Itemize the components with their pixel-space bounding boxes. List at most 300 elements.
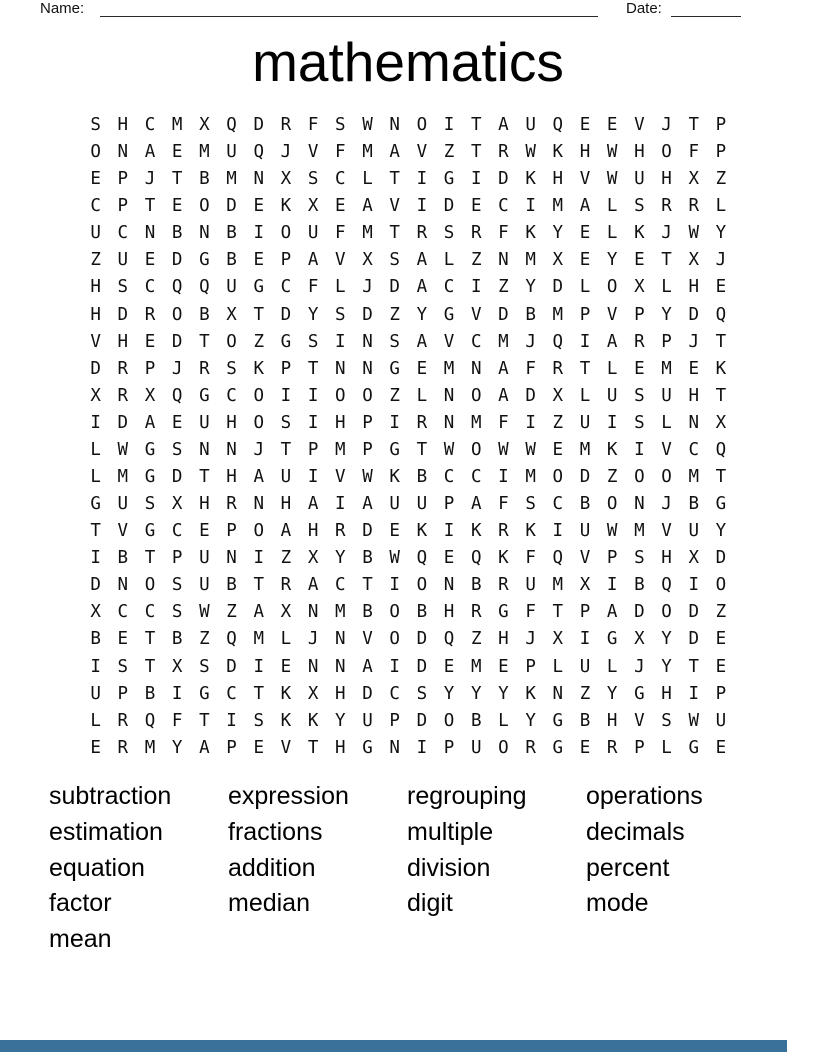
grid-letter: D (90, 575, 101, 596)
grid-letter: V (280, 737, 292, 758)
grid-letter: O (199, 196, 210, 217)
grid-letter: K (416, 521, 428, 542)
word-bank-item: factor (49, 889, 112, 918)
name-blank-line (100, 0, 598, 17)
grid-letter: S (90, 115, 101, 135)
grid-letter: B (199, 169, 210, 190)
grid-letter: T (144, 656, 156, 677)
grid-row (82, 437, 735, 464)
grid-letter: L (498, 710, 509, 731)
grid-letter: A (606, 602, 618, 623)
grid-letter: J (144, 169, 156, 190)
grid-letter: D (416, 656, 428, 677)
grid-letter: U (90, 683, 101, 704)
word-bank-item: mean (49, 925, 112, 954)
grid-letter: R (117, 737, 129, 758)
grid-letter: U (226, 277, 237, 298)
grid-letter: H (335, 683, 346, 704)
grid-row (82, 220, 735, 247)
grid-letter: S (253, 710, 264, 731)
grid-letter: Y (525, 277, 536, 298)
grid-letter: L (280, 629, 292, 650)
grid-letter: Y (498, 683, 509, 704)
grid-letter: T (253, 304, 264, 325)
grid-letter: O (253, 385, 264, 406)
grid-letter: T (199, 467, 210, 488)
grid-row (82, 464, 735, 491)
grid-letter: C (335, 575, 346, 596)
grid-letter: C (117, 223, 129, 244)
grid-letter: Z (280, 548, 292, 569)
grid-letter: M (552, 196, 564, 217)
grid-letter: E (171, 142, 183, 163)
grid-letter: S (171, 602, 183, 623)
grid-letter: O (90, 142, 101, 163)
grid-letter: L (661, 737, 672, 758)
grid-letter: J (171, 358, 183, 379)
grid-letter: R (144, 304, 156, 325)
grid-letter: Y (443, 683, 455, 704)
grid-letter: L (416, 385, 428, 406)
grid-letter: I (443, 115, 455, 135)
grid-letter: L (715, 196, 727, 217)
grid-letter: P (226, 521, 237, 542)
grid-letter: M (688, 467, 699, 488)
grid-letter: I (389, 412, 400, 433)
grid-letter: I (688, 575, 699, 596)
grid-letter: S (171, 439, 183, 460)
grid-letter: P (280, 358, 292, 379)
grid-letter: P (715, 683, 727, 704)
grid-letter: I (171, 683, 183, 704)
grid-letter: G (280, 331, 292, 352)
grid-letter: U (416, 494, 428, 515)
grid-letter: V (606, 304, 618, 325)
grid-letter: X (90, 385, 101, 406)
grid-letter: L (606, 656, 618, 677)
grid-letter: I (90, 548, 101, 569)
grid-letter: Q (171, 277, 183, 298)
grid-letter: P (579, 602, 591, 623)
grid-letter: P (634, 304, 645, 325)
grid-letter: A (416, 250, 428, 271)
grid-letter: P (579, 304, 591, 325)
grid-letter: W (688, 223, 699, 244)
grid-letter: X (307, 683, 319, 704)
grid-letter: E (498, 656, 509, 677)
grid-letter: A (144, 412, 156, 433)
grid-letter: U (199, 575, 210, 596)
grid-letter: C (226, 385, 237, 406)
grid-letter: K (280, 196, 292, 217)
grid-letter: P (280, 250, 292, 271)
grid-letter: U (715, 710, 727, 731)
grid-letter: X (362, 250, 373, 271)
grid-letter: H (579, 142, 591, 163)
grid-letter: I (606, 575, 618, 596)
grid-letter: L (443, 250, 455, 271)
grid-letter: N (362, 331, 373, 352)
grid-letter: Z (715, 602, 727, 623)
grid-letter: P (362, 439, 373, 460)
grid-letter: S (634, 548, 645, 569)
grid-letter: C (443, 277, 455, 298)
grid-letter: S (144, 494, 156, 515)
grid-letter: U (525, 575, 536, 596)
grid-letter: G (715, 494, 727, 515)
grid-letter: E (335, 196, 346, 217)
grid-letter: F (307, 115, 319, 135)
grid-letter: I (253, 548, 264, 569)
grid-letter: N (199, 223, 210, 244)
grid-row (82, 545, 735, 572)
grid-letter: V (443, 331, 455, 352)
grid-letter: S (661, 710, 672, 731)
grid-letter: G (144, 521, 156, 542)
grid-letter: I (579, 331, 591, 352)
grid-letter: S (389, 331, 400, 352)
grid-letter: H (335, 737, 346, 758)
grid-letter: X (226, 304, 237, 325)
word-search-grid (82, 112, 735, 762)
grid-letter: U (90, 223, 101, 244)
grid-letter: A (199, 737, 210, 758)
grid-letter: K (606, 439, 618, 460)
grid-letter: M (525, 467, 536, 488)
grid-letter: V (661, 521, 672, 542)
grid-letter: R (661, 196, 672, 217)
grid-letter: F (498, 494, 509, 515)
grid-letter: N (226, 439, 237, 460)
grid-letter: G (552, 737, 564, 758)
grid-letter: B (470, 710, 482, 731)
word-bank-item: subtraction (49, 782, 172, 810)
grid-letter: I (416, 737, 428, 758)
grid-letter: D (226, 196, 237, 217)
grid-letter: Q (226, 629, 237, 650)
grid-letter: H (634, 142, 645, 163)
grid-letter: Z (389, 304, 400, 325)
grid-letter: G (443, 169, 455, 190)
grid-letter: E (280, 656, 292, 677)
grid-letter: S (171, 575, 183, 596)
grid-letter: A (362, 656, 373, 677)
grid-letter: X (552, 250, 564, 271)
grid-letter: X (199, 115, 210, 135)
grid-letter: B (579, 494, 591, 515)
grid-letter: T (416, 439, 428, 460)
grid-letter: V (335, 467, 346, 488)
word-bank-item: equation (49, 853, 145, 882)
grid-letter: S (634, 196, 645, 217)
grid-letter: U (579, 521, 591, 542)
grid-letter: A (280, 521, 292, 542)
grid-letter: S (634, 385, 645, 406)
grid-letter: D (253, 115, 264, 135)
grid-letter: R (606, 737, 618, 758)
grid-letter: P (606, 548, 618, 569)
grid-letter: P (634, 737, 645, 758)
grid-letter: G (443, 304, 455, 325)
grid-letter: Z (606, 467, 618, 488)
grid-letter: U (280, 467, 292, 488)
grid-letter: T (715, 331, 727, 352)
grid-letter: W (606, 142, 618, 163)
grid-letter: Z (715, 169, 727, 190)
grid-letter: C (443, 467, 455, 488)
grid-letter: T (389, 223, 400, 244)
grid-row (82, 247, 735, 274)
grid-letter: G (90, 494, 101, 515)
grid-letter: W (525, 439, 536, 460)
grid-letter: O (144, 575, 156, 596)
grid-letter: V (579, 169, 591, 190)
grid-letter: S (280, 412, 292, 433)
grid-letter: E (579, 250, 591, 271)
grid-letter: I (443, 521, 455, 542)
grid-letter: M (634, 521, 645, 542)
grid-letter: H (90, 304, 101, 325)
grid-letter: W (389, 548, 400, 569)
grid-letter: I (280, 385, 292, 406)
grid-letter: C (117, 602, 129, 623)
grid-letter: Q (715, 304, 727, 325)
grid-letter: S (335, 115, 346, 135)
grid-letter: X (688, 250, 699, 271)
grid-letter: T (144, 196, 156, 217)
grid-letter: S (335, 304, 346, 325)
grid-letter: F (525, 602, 536, 623)
grid-letter: Z (90, 250, 101, 271)
grid-letter: Q (144, 710, 156, 731)
grid-letter: Z (389, 385, 400, 406)
grid-letter: P (661, 331, 672, 352)
grid-letter: U (117, 494, 129, 515)
grid-letter: U (389, 494, 400, 515)
grid-letter: E (171, 412, 183, 433)
grid-letter: R (117, 710, 129, 731)
grid-letter: Y (335, 548, 346, 569)
grid-letter: G (199, 385, 210, 406)
grid-letter: C (226, 683, 237, 704)
grid-letter: D (634, 602, 645, 623)
grid-letter: M (443, 358, 455, 379)
grid-letter: S (307, 169, 319, 190)
grid-row (82, 599, 735, 626)
grid-letter: I (470, 277, 482, 298)
grid-row (82, 193, 735, 220)
grid-letter: H (226, 467, 237, 488)
grid-letter: Z (470, 629, 482, 650)
grid-letter: R (280, 575, 292, 596)
grid-letter: P (117, 169, 129, 190)
grid-letter: B (144, 683, 156, 704)
grid-letter: O (389, 629, 400, 650)
grid-letter: K (525, 521, 536, 542)
grid-letter: Y (552, 223, 564, 244)
grid-letter: M (144, 737, 156, 758)
grid-letter: E (715, 656, 727, 677)
grid-letter: F (498, 223, 509, 244)
grid-letter: Y (416, 304, 428, 325)
grid-letter: Y (307, 304, 319, 325)
grid-letter: O (661, 602, 672, 623)
grid-letter: O (552, 467, 564, 488)
grid-letter: K (253, 358, 264, 379)
grid-letter: F (688, 142, 699, 163)
grid-letter: H (335, 412, 346, 433)
grid-letter: K (307, 710, 319, 731)
grid-letter: W (606, 521, 618, 542)
grid-letter: Q (199, 277, 210, 298)
grid-letter: V (416, 142, 428, 163)
word-bank-item: expression (228, 782, 349, 810)
grid-letter: F (498, 412, 509, 433)
grid-letter: B (199, 304, 210, 325)
grid-letter: Q (253, 142, 264, 163)
grid-letter: D (362, 521, 373, 542)
grid-letter: M (226, 169, 237, 190)
grid-letter: K (280, 683, 292, 704)
grid-letter: G (389, 358, 400, 379)
grid-letter: R (470, 223, 482, 244)
grid-letter: F (525, 548, 536, 569)
grid-letter: H (661, 548, 672, 569)
grid-letter: C (144, 602, 156, 623)
grid-letter: B (688, 494, 699, 515)
grid-letter: D (552, 277, 564, 298)
grid-letter: C (280, 277, 292, 298)
grid-letter: T (715, 385, 727, 406)
word-bank-column (407, 779, 527, 922)
grid-letter: E (90, 737, 101, 758)
grid-letter: O (335, 385, 346, 406)
grid-letter: R (199, 358, 210, 379)
grid-letter: I (253, 656, 264, 677)
grid-letter: C (171, 521, 183, 542)
grid-row (82, 112, 735, 139)
grid-letter: A (307, 494, 319, 515)
grid-letter: C (389, 683, 400, 704)
grid-letter: D (171, 331, 183, 352)
grid-letter: T (715, 467, 727, 488)
grid-letter: I (307, 467, 319, 488)
grid-letter: O (362, 385, 373, 406)
word-bank-item: regrouping (407, 782, 527, 810)
word-bank-column (49, 779, 171, 958)
grid-letter: T (280, 439, 292, 460)
grid-letter: T (552, 602, 564, 623)
grid-letter: Y (335, 710, 346, 731)
word-bank-item: fractions (228, 817, 323, 846)
grid-letter: L (606, 223, 618, 244)
grid-letter: I (335, 331, 346, 352)
grid-letter: T (253, 575, 264, 596)
grid-letter: C (552, 494, 564, 515)
word-bank-item: decimals (586, 817, 685, 846)
grid-letter: L (579, 277, 591, 298)
grid-letter: N (335, 358, 346, 379)
grid-letter: L (90, 710, 101, 731)
grid-letter: L (661, 277, 672, 298)
grid-letter: J (307, 629, 319, 650)
grid-letter: D (389, 277, 400, 298)
grid-letter: D (443, 196, 455, 217)
grid-letter: T (253, 683, 264, 704)
grid-letter: I (525, 196, 536, 217)
grid-letter: X (715, 412, 727, 433)
grid-row (82, 274, 735, 301)
word-bank-item: median (228, 889, 310, 918)
grid-letter: C (90, 196, 101, 217)
grid-letter: N (144, 223, 156, 244)
grid-letter: Y (661, 629, 672, 650)
grid-letter: M (199, 142, 210, 163)
grid-letter: A (307, 575, 319, 596)
grid-row (82, 708, 735, 735)
grid-letter: N (226, 548, 237, 569)
grid-letter: D (416, 629, 428, 650)
grid-letter: V (634, 710, 645, 731)
grid-letter: S (226, 358, 237, 379)
grid-letter: I (552, 521, 564, 542)
grid-letter: D (579, 467, 591, 488)
grid-letter: I (525, 412, 536, 433)
grid-letter: V (389, 196, 400, 217)
grid-letter: X (552, 629, 564, 650)
grid-letter: B (226, 250, 237, 271)
grid-letter: B (470, 575, 482, 596)
grid-letter: O (416, 575, 428, 596)
grid-letter: H (307, 521, 319, 542)
grid-letter: W (525, 142, 536, 163)
grid-letter: Y (715, 521, 727, 542)
grid-letter: X (90, 602, 101, 623)
grid-letter: R (335, 521, 346, 542)
grid-letter: V (579, 548, 591, 569)
grid-letter: K (715, 358, 727, 379)
grid-letter: P (226, 737, 237, 758)
grid-letter: A (416, 277, 428, 298)
grid-letter: A (470, 494, 482, 515)
grid-letter: U (579, 412, 591, 433)
grid-letter: L (606, 358, 618, 379)
grid-letter: J (661, 115, 672, 135)
grid-letter: O (606, 277, 618, 298)
grid-letter: B (579, 710, 591, 731)
grid-letter: H (90, 277, 101, 298)
grid-letter: W (199, 602, 210, 623)
grid-letter: V (661, 439, 672, 460)
grid-letter: D (171, 250, 183, 271)
grid-letter: H (661, 169, 672, 190)
grid-letter: R (416, 412, 428, 433)
grid-letter: U (199, 548, 210, 569)
grid-letter: M (117, 467, 129, 488)
grid-row (82, 572, 735, 599)
grid-letter: B (226, 575, 237, 596)
grid-letter: A (253, 602, 264, 623)
grid-letter: C (144, 277, 156, 298)
grid-letter: A (307, 250, 319, 271)
grid-letter: A (362, 196, 373, 217)
grid-letter: M (171, 115, 183, 135)
grid-letter: I (90, 412, 101, 433)
grid-letter: R (688, 196, 699, 217)
grid-letter: E (117, 629, 129, 650)
grid-letter: K (389, 467, 400, 488)
grid-letter: D (117, 304, 129, 325)
